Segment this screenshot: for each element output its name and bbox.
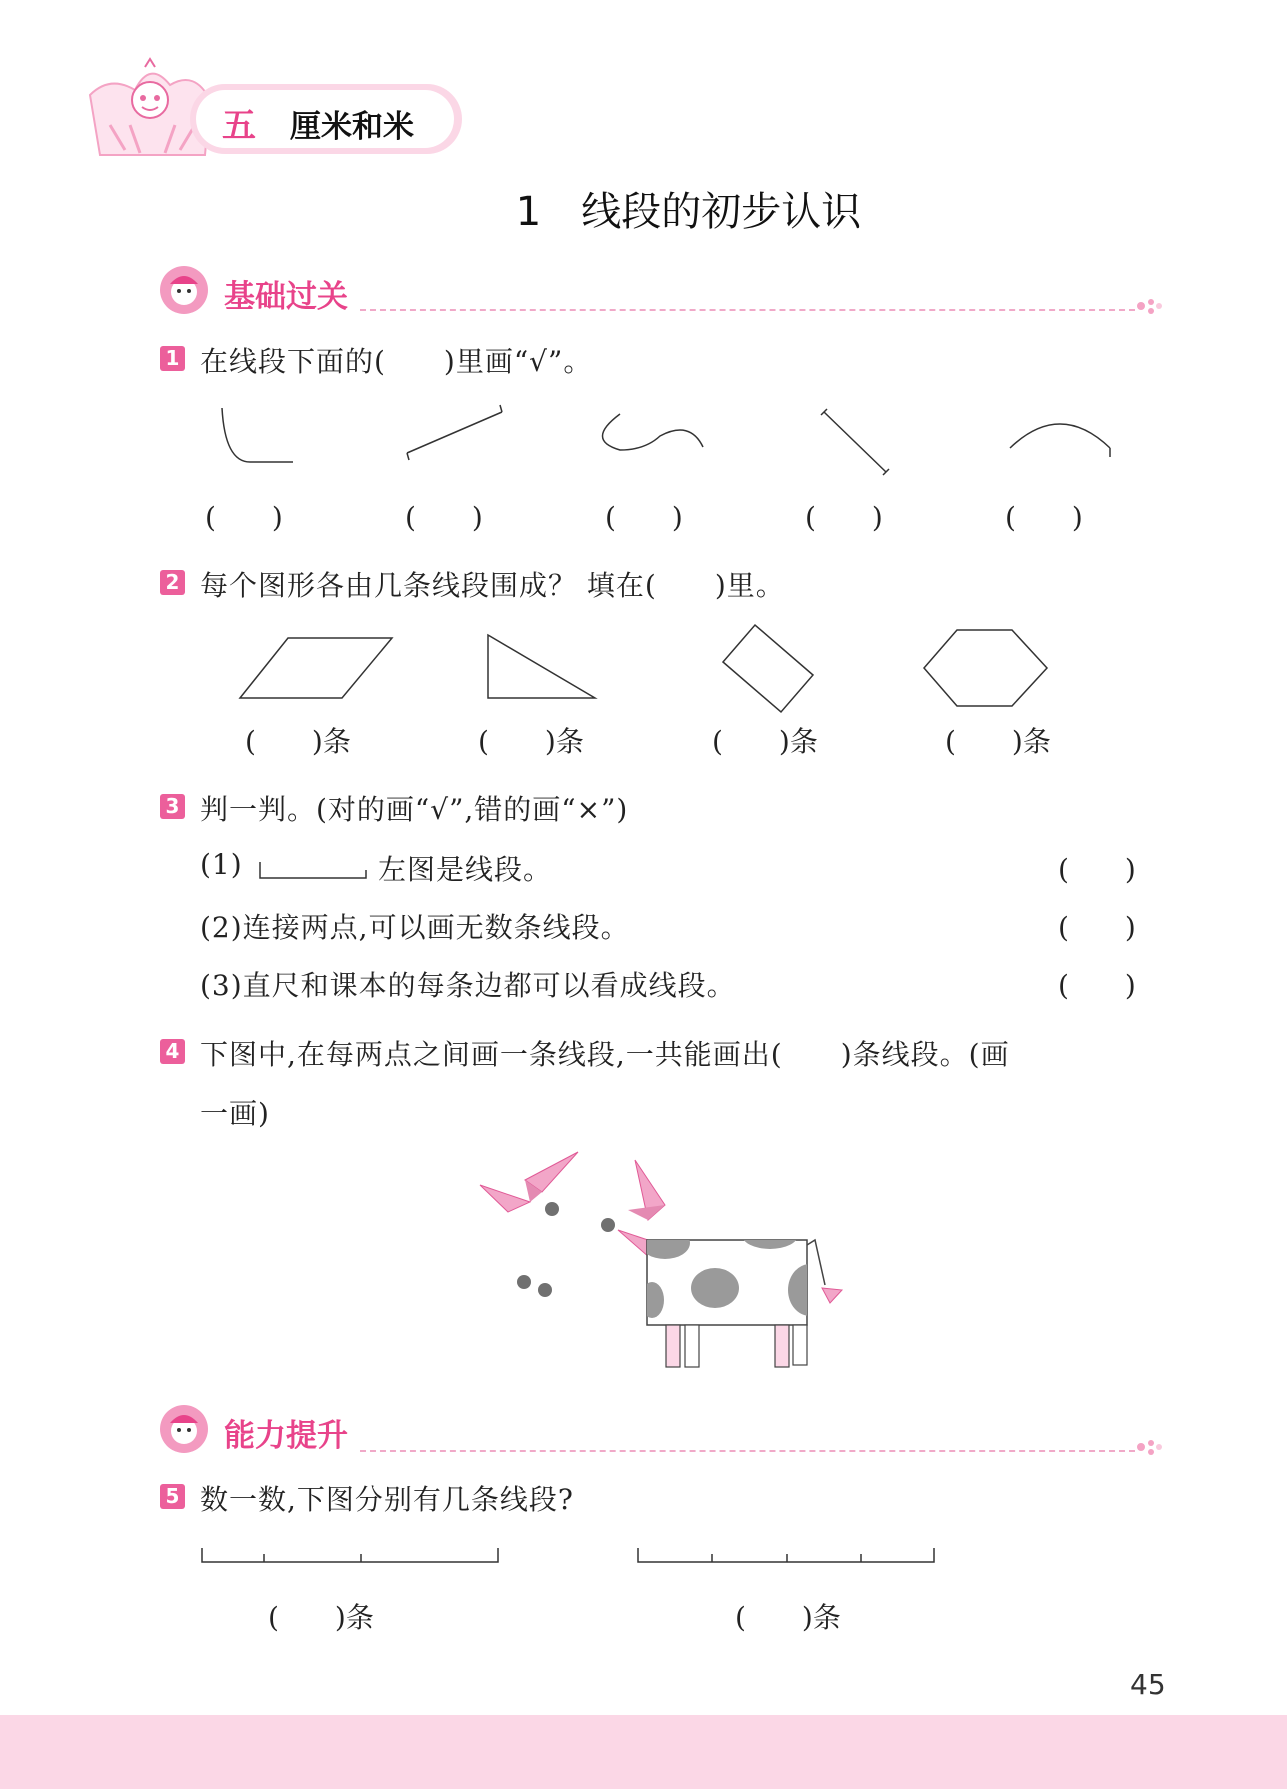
- q1-figures: [180, 390, 1140, 480]
- section-badge-icon: [158, 264, 210, 316]
- question-4-text-line2: 一画): [200, 1097, 270, 1130]
- rectangle-shape: [723, 625, 813, 712]
- wavy-line: [603, 414, 704, 450]
- question-number-2: 2: [160, 570, 185, 595]
- parallelogram-shape: [240, 638, 392, 698]
- q5-segment-figure-right: [632, 1544, 942, 1568]
- question-4-text-line1: 下图中,在每两点之间画一条线段,一共能画出( )条线段。(画: [200, 1038, 1010, 1071]
- question-1-text: 在线段下面的( )里画“√”。: [200, 345, 593, 378]
- q2-answer-2[interactable]: ( )条: [478, 725, 584, 758]
- question-5-text: 数一数,下图分别有几条线段?: [200, 1483, 574, 1516]
- q2-answer-3[interactable]: ( )条: [712, 725, 818, 758]
- point-d: [538, 1283, 552, 1297]
- question-number-5: 5: [160, 1484, 185, 1509]
- dots-decoration-icon-2: [1135, 1437, 1165, 1457]
- horn-left-bottom: [480, 1185, 530, 1212]
- chapter-title: 厘米和米: [290, 109, 414, 145]
- section-divider-2: [360, 1450, 1135, 1452]
- cow-leg-4: [793, 1325, 807, 1365]
- cow-leg-1: [666, 1325, 680, 1367]
- section-divider: [360, 309, 1135, 311]
- cow-leg-2: [685, 1325, 699, 1367]
- page-number: 45: [1130, 1668, 1166, 1701]
- curved-corner-line: [222, 408, 293, 462]
- section-title-advanced: 能力提升: [224, 1418, 348, 1454]
- chapter-number: 五: [222, 106, 256, 146]
- q1-answer-blank-2[interactable]: ( ): [405, 501, 483, 534]
- point-a: [545, 1202, 559, 1216]
- q1-answer-blank-3[interactable]: ( ): [605, 501, 683, 534]
- q3-item-2-text: (2)连接两点,可以画无数条线段。: [200, 911, 630, 944]
- question-number-1: 1: [160, 346, 185, 371]
- lesson-title: 1 线段的初步认识: [515, 189, 862, 235]
- triangle-shape: [488, 635, 595, 698]
- cow-leg-3: [775, 1325, 789, 1367]
- cow-illustration: [470, 1140, 890, 1380]
- q1-answer-blank-4[interactable]: ( ): [805, 501, 883, 534]
- dots-decoration-icon: [1135, 296, 1165, 316]
- q3-item-1-blank[interactable]: ( ): [1058, 853, 1136, 886]
- q3-item-3-text: (3)直尺和课本的每条边都可以看成线段。: [200, 969, 736, 1002]
- q2-shapes: [230, 620, 1060, 720]
- point-c: [517, 1275, 531, 1289]
- q3-item-2-blank[interactable]: ( ): [1058, 911, 1136, 944]
- q3-item-3-blank[interactable]: ( ): [1058, 969, 1136, 1002]
- q1-answer-blank-1[interactable]: ( ): [205, 501, 283, 534]
- question-number-3: 3: [160, 794, 185, 819]
- q3-item-1-text: 左图是线段。: [378, 853, 553, 886]
- q1-answer-blank-5[interactable]: ( ): [1005, 501, 1083, 534]
- q3-item-1-label: (1): [200, 848, 243, 881]
- q5-segment-figure-left: [196, 1544, 506, 1568]
- question-number-4: 4: [160, 1039, 185, 1064]
- diagonal-segment: [821, 409, 889, 475]
- hexagon-shape: [924, 630, 1047, 706]
- q5-answer-1[interactable]: ( )条: [268, 1601, 374, 1634]
- q3-segment-figure: [258, 858, 370, 882]
- question-3-text: 判一判。(对的画“√”,错的画“×”): [200, 793, 629, 826]
- point-b: [601, 1218, 615, 1232]
- q5-answer-2[interactable]: ( )条: [735, 1601, 841, 1634]
- footer-band: [0, 1715, 1287, 1789]
- question-2-text: 每个图形各由几条线段围成？ 填在( )里。: [200, 569, 785, 602]
- section-title-basic: 基础过关: [224, 279, 348, 315]
- arc-line: [1010, 424, 1110, 457]
- q2-answer-1[interactable]: ( )条: [245, 725, 351, 758]
- segment-with-ends: [407, 405, 502, 460]
- q2-answer-4[interactable]: ( )条: [945, 725, 1051, 758]
- section-badge-icon-2: [158, 1403, 210, 1455]
